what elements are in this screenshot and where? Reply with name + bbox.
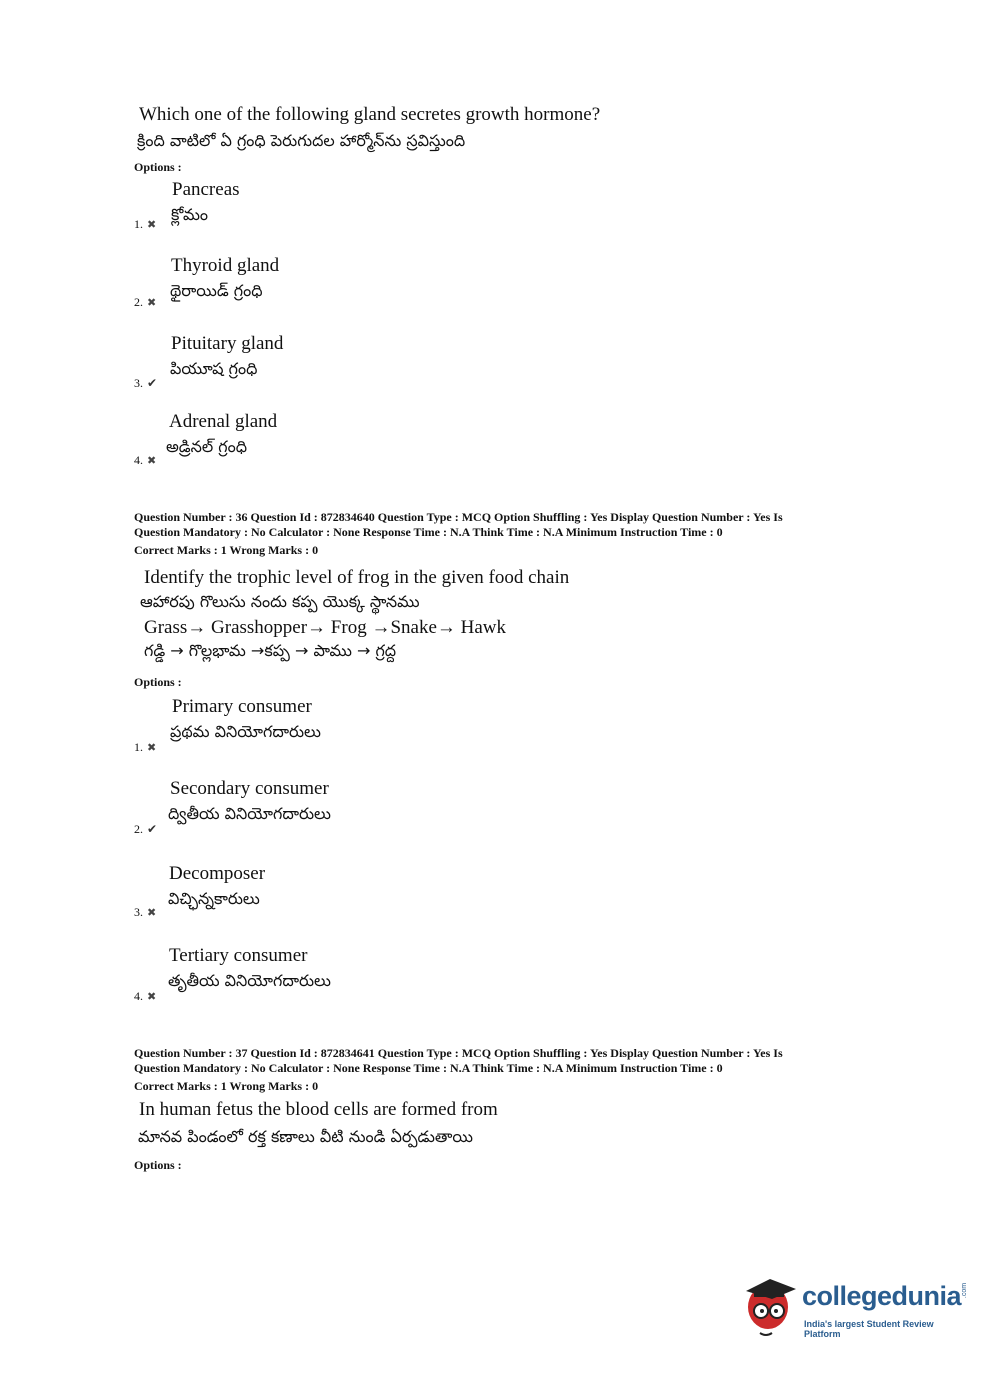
question-text-te: క్రింది వాటిలో ఏ గ్రంధి పెరుగుదల హార్మోన్‌ను స్రవిస్తుంది (137, 131, 466, 150)
logo-suffix: .com (961, 1282, 969, 1299)
food-chain-te: గడ్డి → గొల్లభామ →కప్ప → పాము → గ్రద్ద (144, 641, 397, 660)
options-label: Options : (134, 160, 182, 174)
question-text-en: In human fetus the blood cells are formed from (139, 1099, 498, 1120)
option-text-en: Pituitary gland (171, 333, 284, 354)
option-text-te: అడ్రినల్ గ్రంధి (166, 437, 248, 456)
option-text-te: క్లోమం (171, 205, 208, 224)
question-marks: Correct Marks : 1 Wrong Marks : 0 (134, 543, 319, 557)
cross-icon: ✖ (147, 991, 157, 1003)
cross-icon: ✖ (147, 742, 157, 754)
food-chain-en: Grass→ Grasshopper→ Frog →Snake→ Hawk (144, 617, 507, 638)
option-number: 3. ✔ (134, 376, 158, 390)
option-text-en: Primary consumer (172, 696, 312, 717)
option-text-te: థైరాయిడ్ గ్రంధి (170, 281, 263, 300)
collegedunia-logo (742, 1273, 972, 1343)
option-text-te: పియూష గ్రంధి (170, 359, 258, 378)
option-text-te: ప్రథమ వినియోగదారులు (170, 722, 321, 741)
cross-icon: ✖ (147, 297, 157, 309)
options-label: Options : (134, 675, 182, 689)
logo-wordmark: collegedunia (802, 1281, 962, 1311)
logo-tagline: India's largest Student Review Platform (804, 1319, 934, 1339)
question-text-en: Identify the trophic level of frog in the given food chain (144, 567, 570, 588)
option-number: 1. ✖ (134, 217, 157, 231)
question-meta-line: Question Number : 37 Question Id : 872834641 Question Type : MCQ Option Shuffling : Yes Display Question Number : Yes Is (134, 1046, 783, 1060)
option-text-en: Tertiary consumer (169, 945, 308, 966)
option-text-te: ద్వితీయ వినియోగదారులు (168, 804, 331, 823)
check-icon: ✔ (147, 822, 158, 836)
option-number: 2. ✔ (134, 822, 158, 836)
options-label: Options : (134, 1158, 182, 1172)
question-meta-line: Question Number : 36 Question Id : 872834640 Question Type : MCQ Option Shuffling : Yes Display Question Number : Yes Is (134, 510, 783, 524)
option-text-en: Pancreas (172, 179, 240, 200)
option-text-te: విచ్ఛిన్నకారులు (168, 889, 260, 908)
option-number: 4. ✖ (134, 989, 157, 1003)
option-number: 2. ✖ (134, 295, 157, 309)
check-icon: ✔ (147, 376, 158, 390)
question-text-te: ఆహారపు గొలుసు నందు కప్ప యొక్క స్థానము (140, 592, 420, 611)
question-marks: Correct Marks : 1 Wrong Marks : 0 (134, 1079, 319, 1093)
cross-icon: ✖ (147, 219, 157, 231)
option-number: 4. ✖ (134, 453, 157, 467)
question-meta-line: Question Mandatory : No Calculator : None Response Time : N.A Think Time : N.A Minimum Instruction Time : 0 (134, 525, 723, 539)
option-number: 1. ✖ (134, 740, 157, 754)
cross-icon: ✖ (147, 455, 157, 467)
option-text-en: Thyroid gland (171, 255, 280, 276)
mascot-icon (742, 1273, 798, 1339)
option-number: 3. ✖ (134, 905, 157, 919)
question-meta-line: Question Mandatory : No Calculator : None Response Time : N.A Think Time : N.A Minimum Instruction Time : 0 (134, 1061, 723, 1075)
option-text-en: Decomposer (169, 863, 266, 884)
question-text-te: మానవ పిండంలో రక్త కణాలు వీటి నుండి ఏర్పడుతాయి (138, 1127, 473, 1146)
cross-icon: ✖ (147, 907, 157, 919)
question-text-en: Which one of the following gland secretes growth hormone? (139, 104, 601, 125)
option-text-te: తృతీయ వినియోగదారులు (168, 971, 331, 990)
option-text-en: Secondary consumer (170, 778, 329, 799)
option-text-en: Adrenal gland (169, 411, 278, 432)
